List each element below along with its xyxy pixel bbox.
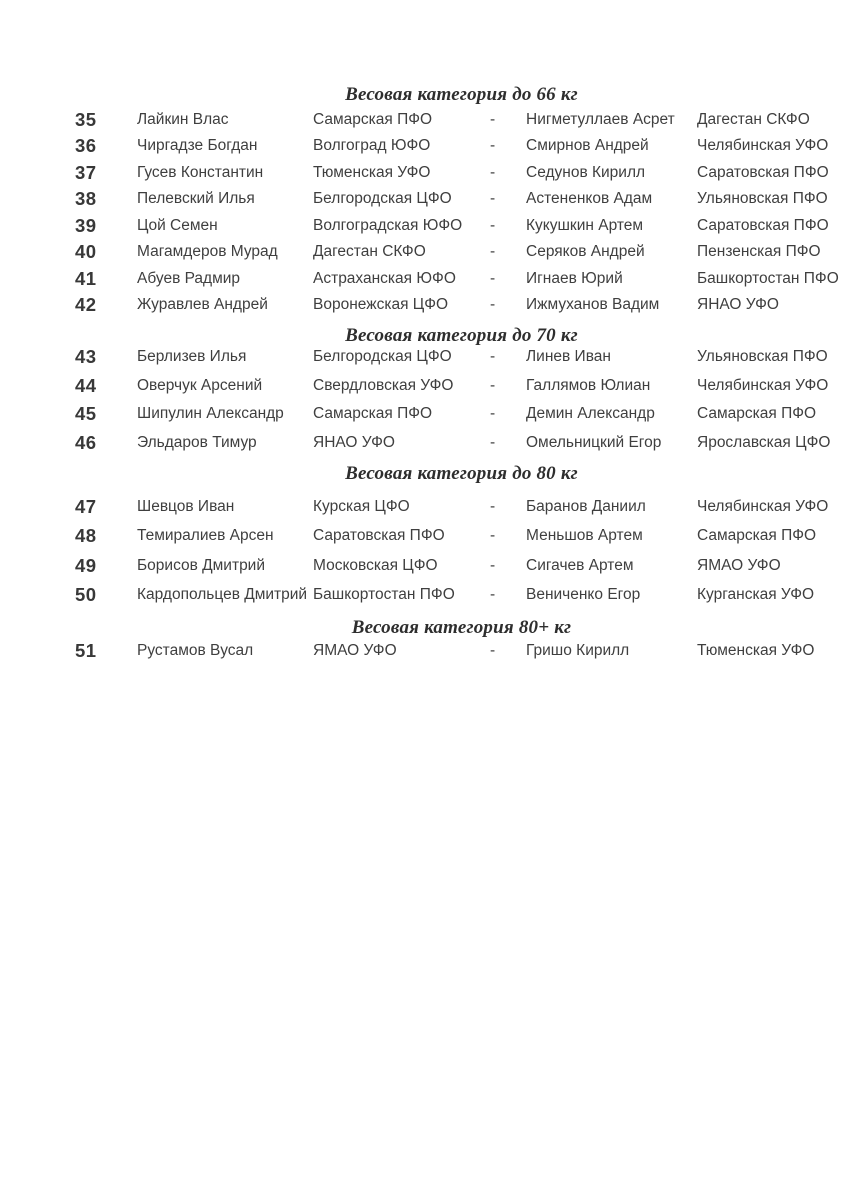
athlete-right-region: Ульяновская ПФО (697, 190, 828, 208)
athlete-left-region: Московская ЦФО (313, 556, 438, 574)
pairing-row (74, 216, 849, 242)
athlete-right-name: Кукушкин Артем (526, 216, 644, 234)
athlete-left-region: ЯНАО УФО (313, 434, 395, 452)
athlete-right-name: Галлямов Юлиан (526, 376, 651, 394)
pairing-rows (74, 497, 849, 615)
athlete-left-region: Саратовская ПФО (313, 527, 445, 545)
versus-dash: - (490, 642, 496, 659)
bout-number: 35 (75, 109, 97, 130)
section-title: Весовая категория до 70 кг (345, 325, 578, 346)
pairing-rows (74, 641, 849, 665)
athlete-right-name: Седунов Кирилл (526, 163, 646, 181)
pairing-row (74, 163, 849, 189)
bout-number: 40 (75, 241, 97, 263)
athlete-right-name: Серяков Андрей (526, 243, 645, 261)
athlete-right-region: Курганская УФО (697, 586, 815, 604)
athlete-left-region: Волгоград ЮФО (313, 137, 431, 155)
pairing-row (74, 242, 849, 268)
versus-dash: - (490, 527, 496, 545)
athlete-left-region: Башкортостан ПФО (313, 586, 455, 604)
bout-number: 51 (75, 640, 97, 661)
pairing-row (74, 497, 849, 526)
athlete-right-region: Самарская ПФО (697, 527, 817, 545)
pairing-row (74, 110, 849, 136)
bout-number: 43 (75, 346, 97, 367)
athlete-right-name: Смирнов Андрей (526, 137, 649, 155)
pairing-rows (74, 110, 849, 322)
pairing-row (74, 376, 849, 405)
athlete-right-name: Меньшов Артем (526, 527, 643, 545)
section-title: Весовая категория до 80 кг (345, 463, 578, 484)
bout-number: 37 (75, 161, 97, 183)
weight-category-section (74, 618, 849, 665)
bout-number: 48 (75, 525, 97, 547)
athlete-right-region: Саратовская ПФО (697, 163, 829, 181)
athlete-left-region: Дагестан СКФО (313, 243, 426, 261)
pairing-row (74, 189, 849, 215)
athlete-right-region: Самарская ПФО (697, 405, 817, 423)
pairing-row (74, 269, 849, 295)
pairing-row (74, 641, 849, 665)
bout-number: 42 (75, 294, 97, 316)
bout-number: 49 (75, 554, 97, 576)
athlete-left-region: ЯМАО УФО (313, 642, 397, 659)
athlete-right-name: Омельницкий Егор (526, 434, 662, 452)
pairing-row (74, 136, 849, 162)
versus-dash: - (490, 376, 496, 394)
bout-number: 45 (75, 403, 97, 425)
athlete-left-region: Волгоградская ЮФО (313, 216, 463, 234)
athlete-left-name: Гусев Константин (137, 163, 264, 181)
athlete-left-name: Магамдеров Мурад (137, 243, 278, 261)
athlete-left-region: Воронежская ЦФО (313, 296, 449, 314)
weight-category-section (74, 85, 849, 322)
pairing-row (74, 347, 849, 376)
athlete-right-region: Башкортостан ПФО (697, 269, 839, 287)
bout-number: 46 (75, 432, 97, 454)
athlete-right-region: Челябинская УФО (697, 498, 829, 515)
versus-dash: - (490, 556, 496, 574)
versus-dash: - (490, 296, 496, 314)
athlete-left-name: Эльдаров Тимур (137, 434, 257, 452)
versus-dash: - (490, 137, 496, 155)
athlete-right-name: Демин Александр (526, 405, 655, 423)
athlete-left-region: Самарская ПФО (313, 405, 433, 423)
bout-number: 39 (75, 214, 97, 236)
bout-number: 36 (75, 135, 97, 157)
weight-category-section (74, 464, 849, 615)
athlete-left-region: Курская ЦФО (313, 498, 410, 515)
athlete-right-name: Игнаев Юрий (526, 269, 623, 287)
athlete-right-region: Саратовская ПФО (697, 216, 829, 234)
versus-dash: - (490, 348, 496, 365)
versus-dash: - (490, 405, 496, 423)
athlete-left-name: Чиргадзе Богдан (137, 137, 258, 155)
athlete-right-name: Гришо Кирилл (526, 642, 630, 659)
athlete-right-name: Линев Иван (526, 348, 611, 365)
athlete-left-name: Пелевский Илья (137, 190, 255, 208)
athlete-right-name: Нигметуллаев Асрет (526, 111, 675, 128)
athlete-left-name: Берлизев Илья (137, 348, 247, 365)
versus-dash: - (490, 190, 496, 208)
versus-dash: - (490, 243, 496, 261)
bout-number: 38 (75, 188, 97, 210)
bout-number: 47 (75, 496, 97, 517)
athlete-right-name: Сигачев Артем (526, 556, 634, 574)
athlete-left-name: Абуев Радмир (137, 269, 241, 287)
athlete-left-name: Журавлев Андрей (137, 296, 268, 314)
bout-number: 50 (75, 584, 97, 606)
athlete-left-name: Темиралиев Арсен (137, 527, 274, 545)
athlete-left-name: Кардопольцев Дмитрий (137, 586, 308, 604)
athlete-left-name: Шипулин Александр (137, 405, 284, 423)
pairing-row (74, 404, 849, 433)
versus-dash: - (490, 498, 496, 515)
pairing-row (74, 295, 849, 321)
athlete-right-name: Ижмуханов Вадим (526, 296, 660, 314)
athlete-right-region: Челябинская УФО (697, 376, 829, 394)
athlete-left-region: Тюменская УФО (313, 163, 431, 181)
bout-number: 44 (75, 374, 97, 396)
athlete-left-region: Белгородская ЦФО (313, 348, 452, 365)
versus-dash: - (490, 269, 496, 287)
athlete-left-region: Самарская ПФО (313, 111, 433, 128)
section-title: Весовая категория 80+ кг (351, 617, 572, 638)
pairing-row (74, 556, 849, 585)
versus-dash: - (490, 434, 496, 452)
versus-dash: - (490, 586, 496, 604)
athlete-left-name: Рустамов Вусал (137, 642, 254, 659)
athlete-right-region: ЯНАО УФО (697, 296, 779, 314)
athlete-right-region: Пензенская ПФО (697, 243, 821, 261)
athlete-left-name: Шевцов Иван (137, 498, 235, 515)
weight-category-section (74, 326, 849, 462)
athlete-right-region: Дагестан СКФО (697, 111, 810, 128)
athlete-right-name: Вениченко Егор (526, 586, 641, 604)
versus-dash: - (490, 163, 496, 181)
versus-dash: - (490, 111, 496, 128)
athlete-left-name: Цой Семен (137, 216, 218, 234)
pairing-row (74, 526, 849, 555)
athlete-right-region: ЯМАО УФО (697, 556, 781, 574)
bout-number: 41 (75, 267, 97, 289)
athlete-right-region: Ярославская ЦФО (697, 434, 831, 452)
athlete-right-region: Тюменская УФО (697, 642, 815, 659)
athlete-right-region: Челябинская УФО (697, 137, 829, 155)
athlete-right-name: Астененков Адам (526, 190, 653, 208)
athlete-left-name: Лайкин Влас (137, 111, 229, 128)
pairing-row (74, 585, 849, 614)
versus-dash: - (490, 216, 496, 234)
athlete-left-region: Свердловская УФО (313, 376, 454, 394)
athlete-left-name: Борисов Дмитрий (137, 556, 266, 574)
athlete-left-name: Оверчук Арсений (137, 376, 263, 394)
section-title: Весовая категория до 66 кг (345, 84, 578, 105)
athlete-right-region: Ульяновская ПФО (697, 348, 828, 365)
athlete-right-name: Баранов Даниил (526, 498, 646, 515)
pairing-row (74, 433, 849, 462)
athlete-left-region: Белгородская ЦФО (313, 190, 452, 208)
athlete-left-region: Астраханская ЮФО (313, 269, 456, 287)
pairing-rows (74, 347, 849, 462)
